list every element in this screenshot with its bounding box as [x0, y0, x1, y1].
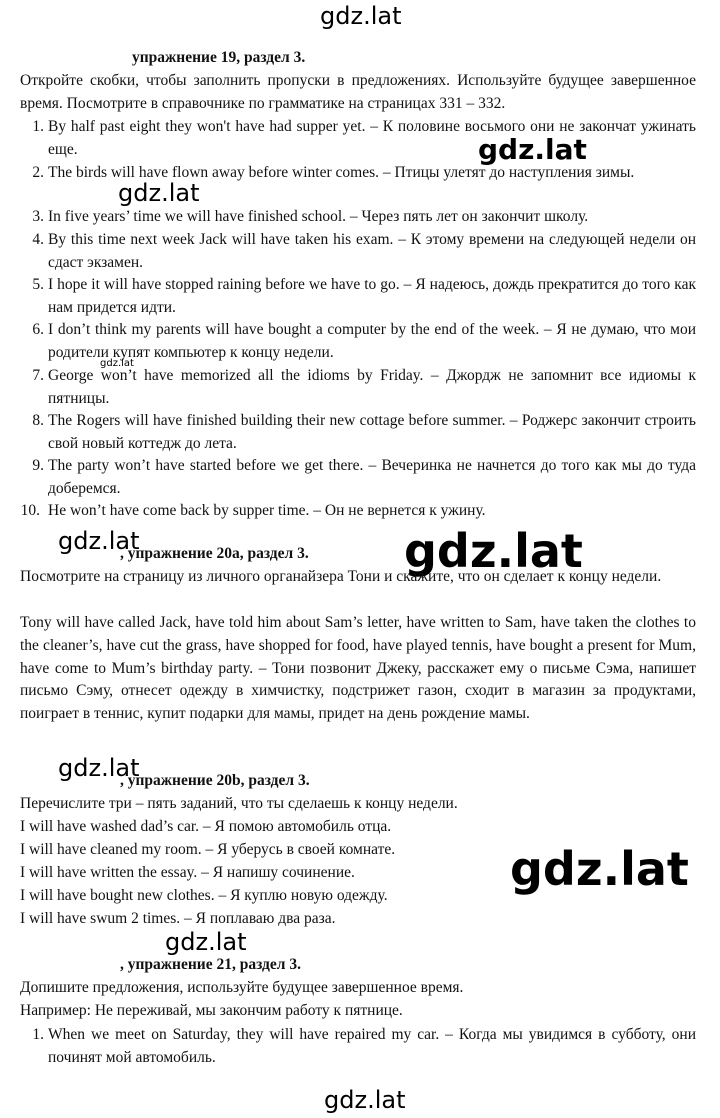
list-item — [32, 319, 696, 365]
watermark-item2-left: gdz.lat — [118, 179, 200, 207]
item-number: 5. — [32, 276, 44, 293]
list-item — [32, 116, 696, 162]
item-text: When we meet on Saturday, they will have repaired my car. – Когда мы увидимся в субботу, они починят мой автомобиль. — [48, 1026, 696, 1066]
ex20b-line: I will have written the essay. – Я напишу сочинение. — [20, 864, 355, 881]
item-text: The party won’t have started before we get there. – Вечеринка не начнется до того как мы до туда доберемся. — [48, 457, 696, 497]
ex20b-line: I will have washed dad’s car. – Я помою автомобиль отца. — [20, 818, 392, 835]
ex20b-line: I will have swum 2 times. – Я поплаваю два раза. — [20, 910, 336, 927]
item-text: In five years’ time we will have finished school. – Через пять лет он закончит школу. — [48, 208, 589, 225]
item-number: 7. — [32, 367, 44, 384]
item-number: 9. — [32, 457, 44, 474]
list-item — [32, 162, 696, 185]
ex20a-answer: Tony will have called Jack, have told him about Sam’s letter, have written to Sam, have taken the clothes to the cleaner’s, have cut the grass, have shopped for food, have played tennis, have bought a present for Mum, have come to Mum’s birthday party. – Тони позвонит Джеку, расскажет ему о письме Сэма, напишет письмо Сэму, отнесет одежду в химчистку, подстрижет газон, сходит в магазин за продуктами, поиграет в теннис, купит подарки для мамы, придет на день рождение мамы. — [20, 614, 696, 723]
item-number: 1. — [32, 1026, 44, 1043]
list-item — [32, 1024, 696, 1070]
item-number: 1. — [32, 118, 44, 135]
list-item — [32, 455, 696, 501]
item-text: I hope it will have stopped raining before we have to go. – Я надеюсь, дождь прекратится до того как нам придется идти. — [48, 276, 696, 316]
ex20a-instruction: Посмотрите на страницу из личного органайзера Тони и скажите, что он сделает к концу недели. — [20, 568, 662, 585]
ex19-instruction: Откройте скобки, чтобы заполнить пропуски в предложениях. Используйте будущее завершенное время. Посмотрите в справочнике по грамматике на страницах 331 – 332. — [20, 72, 696, 112]
item-text: The birds will have flown away before winter comes. – Птицы улетят до наступления зимы. — [48, 164, 635, 181]
watermark-ex20a-left: gdz.lat — [58, 527, 140, 555]
item-text: George won’t have memorized all the idioms by Friday. – Джордж не запомнит все идиомы к пятницы. — [48, 367, 696, 407]
list-item — [32, 229, 696, 275]
item-text: By half past eight they won't have had supper yet. – К половине восьмого они не закончат ужинать еще. — [48, 118, 696, 158]
item-number: 4. — [32, 231, 44, 248]
list-item — [32, 274, 696, 320]
watermark-ex20b-big: gdz.lat — [510, 842, 689, 896]
item-text: The Rogers will have finished building their new cottage before summer. – Роджерс закончит строить свой новый коттедж до лета. — [48, 412, 696, 452]
list-item — [20, 500, 696, 523]
watermark-item7-small: gdz.lat — [100, 358, 134, 369]
list-item — [32, 206, 696, 229]
list-item — [32, 410, 696, 456]
ex20b-line: I will have cleaned my room. – Я уберусь в своей комнате. — [20, 841, 396, 858]
watermark-bottom: gdz.lat — [324, 1086, 406, 1114]
watermark-top: gdz.lat — [320, 2, 402, 30]
ex20b-instruction: Перечислите три – пять заданий, что ты сделаешь к концу недели. — [20, 795, 458, 812]
item-text: I don’t think my parents will have bought a computer by the end of the week. – Я не думаю, что мои родители купят компьютер к концу недели. — [48, 321, 696, 361]
item-number: 6. — [32, 321, 44, 338]
item-text: He won’t have come back by supper time. – Он не вернется к ужину. — [48, 502, 486, 519]
item-number: 3. — [32, 208, 44, 225]
item-text: By this time next week Jack will have taken his exam. – К этому времени на следующей недели он сдаст экзамен. — [48, 231, 696, 271]
ex20b-line: I will have bought new clothes. – Я куплю новую одежду. — [20, 887, 388, 904]
ex20a-heading: , упражнение 20a, раздел 3. — [120, 545, 309, 562]
ex20b-heading: , упражнение 20b, раздел 3. — [120, 772, 310, 789]
item-number: 8. — [32, 412, 44, 429]
item-number: 2. — [32, 164, 44, 181]
ex19-heading: упражнение 19, раздел 3. — [132, 49, 306, 66]
ex21-heading: , упражнение 21, раздел 3. — [120, 956, 301, 973]
ex21-example: Например: Не переживай, мы закончим работу к пятнице. — [20, 1002, 403, 1019]
list-item — [32, 365, 696, 411]
watermark-ex20a-big: gdz.lat — [404, 524, 583, 578]
item-number: 10. — [20, 502, 40, 519]
watermark-ex20b-left: gdz.lat — [58, 754, 140, 782]
watermark-item2: gdz.lat — [478, 133, 587, 166]
watermark-ex21: gdz.lat — [165, 928, 247, 956]
ex21-instruction: Допишите предложения, используйте будущее завершенное время. — [20, 979, 464, 996]
